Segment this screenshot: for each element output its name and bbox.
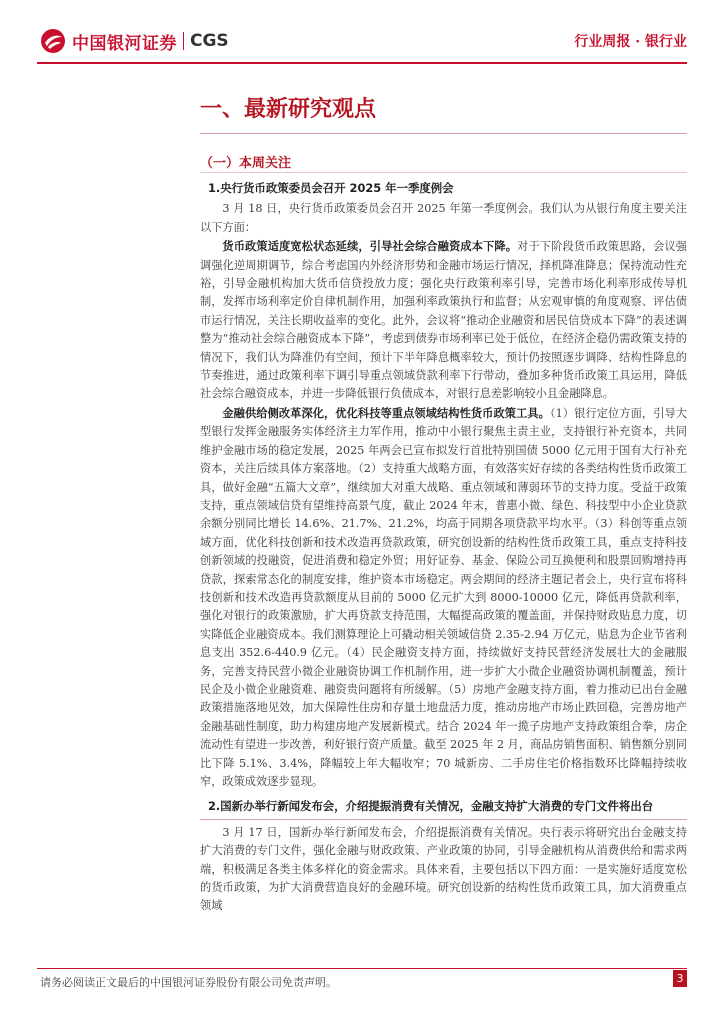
page-header: [0, 0, 724, 62]
topic1-paragraph-1-lead: 货币政策适度宽松状态延续，引导社会综合融资成本下降。: [222, 239, 518, 254]
footer-divider: [37, 968, 687, 969]
galaxy-logo-icon: [40, 28, 66, 54]
topic1-paragraph-1: [200, 237, 687, 404]
article-body: [200, 176, 687, 916]
footer-disclaimer: 请务必阅读正文最后的中国银河证券股份有限公司免责声明。: [40, 976, 337, 989]
brand-logo: [40, 28, 229, 54]
topic2-heading-divider: [200, 819, 687, 820]
section-title: 一、最新研究观点: [200, 96, 377, 122]
topic1-intro: 3 月 18 日，央行货币政策委员会召开 2025 年第一季度例会。我们认为从银行角度主要关注以下方面：: [200, 202, 687, 234]
topic2-paragraph: 3 月 17 日，国新办举行新闻发布会，介绍提振消费有关情况。央行表示将研究出台金融支持扩大消费的专门文件，强化金融与财政政策、产业政策的协同，引导金融机构从消费供给和需求两端，积极满足各类主体多样化的资金需求。具体来看，主要包括以下四方面：一是实施好适度宽松的货币政策，为扩大消费营造良好的金融环境。研究创设新的结构性货币政策工具，加大消费重点领域: [200, 825, 687, 913]
section-subtitle: （一）本周关注: [200, 156, 292, 171]
topic1-paragraph-2: [200, 404, 687, 792]
page-number: 3: [673, 970, 687, 987]
topic1-paragraph-2-lead: 金融供给侧改革深化，优化科技等重点领域结构性货币政策工具。: [222, 405, 550, 420]
header-divider: [37, 62, 687, 64]
topic1-paragraph-1-body: 对于下阶段货币政策思路，会议强调强化逆周期调节，综合考虑国内外经济形势和金融市场运行情况，择机降准降息；保持流动性充裕，引导金融机构加大货币信贷投放力度；强化央行政策利率引导，完善市场化利率形成传导机制，发挥市场利率定价自律机制作用，加强利率政策执行和监督；从宏观审慎的角度观察、评估债市运行情况，关注长期收益率的变化。此外，会议将“推动企业融资和居民信贷成本下降”的表述调整为“推动社会综合融资成本下降”，考虑到债券市场利率已处于低位，在经济企稳仍需政策支持的情况下，我们认为降准仍有空间，预计下半年降息概率较大，预计仍按照逐步调降、结构性降息的节奏推进，通过政策利率下调引导重点领域贷款利率下行带动，叠加多种货币政策工具运用，降低社会综合融资成本，并进一步降低银行负债成本，对银行息差影响较小且金融降息。: [200, 240, 687, 401]
brand-separator: [183, 32, 184, 50]
section-subtitle-divider: [200, 172, 687, 173]
section-title-divider: [200, 133, 687, 134]
brand-name-cn: 中国银河证券: [72, 33, 177, 54]
topic1-paragraph-2-body: （1）银行定位方面，引导大型银行发挥金融服务实体经济主力军作用，推动中小银行聚焦主责主业，支持银行补充资本，共同维护金融市场的稳定发展，2025 年两会已宣布拟发行首批特别国债 5000 亿元用于国有大行补充资本，关注后续具体方案落地。（2）支持重大战略方面，有效落实好存续的各类结构性货币政策工具，做好金融“五篇大文章”，继续加大对重大战略、重点领域和薄弱环节的支持力度。受益于政策支持，重点领域信贷有望维持高景气度，截止 2024 年末，普惠小微、绿色、科技型中小企业贷款余额分别同比增长 14.6%、21.7%、21.2%，均高于同期各项贷款平均水平。（3）科创等重点领域方面，优化科技创新和技术改造再贷款政策，研究创设新的结构性货币政策工具，重点支持科技创新领域的投融资，促进消费和稳定外贸；用好证券、基金、保险公司互换便利和股票回购增持再贷款，探索常态化的制度安排，维护资本市场稳定。两会期间的经济主题记者会上，央行宣布将科技创新和技术改造再贷款额度从目前的 5000 亿元扩大到 8000-10000 亿元，降低再贷款利率，强化对银行的政策激励，扩大再贷款支持范围，大幅提高政策的覆盖面，并保持财政贴息力度，切实降低企业融资成本。我们测算理论上可撬动相关领域信贷 2.35-2.94 万亿元，贴息为企业节省利息支出 352.6-440.9 亿元。（4）民企融资支持方面，持续做好支持民营经济发展壮大的金融服务，完善支持民营小微企业融资协调工作机制作用，进一步扩大小微企业融资协调机制覆盖，预计民企及小微企业融资难、融资贵问题将有所缓解。（5）房地产金融支持方面，着力推动已出台金融政策措施落地见效，加大保障性住房和存量土地盘活力度，推动房地产市场止跌回稳，完善房地产金融基础性制度，助力构建房地产发展新模式。结合 2024 年一揽子房地产支持政策组合拳，房企流动性有望进一步改善，利好银行资产质量。截至 2025 年 2 月，商品房销售面积、销售额分别同比下降 5.1%、3.4%，降幅较上年大幅收窄；70 城新房、二手房住宅价格指数环比降幅持续收窄，政策成效逐步显现。: [200, 406, 687, 788]
brand-name-en: CGS: [190, 31, 229, 51]
topic2-heading: 2.国新办举行新闻发布会，介绍提振消费有关情况，金融支持扩大消费的专门文件将出台: [208, 799, 654, 814]
topic1-heading: 1.央行货币政策委员会召开 2025 年一季度例会: [208, 181, 454, 195]
report-type: 行业周报 · 银行业: [574, 34, 687, 50]
